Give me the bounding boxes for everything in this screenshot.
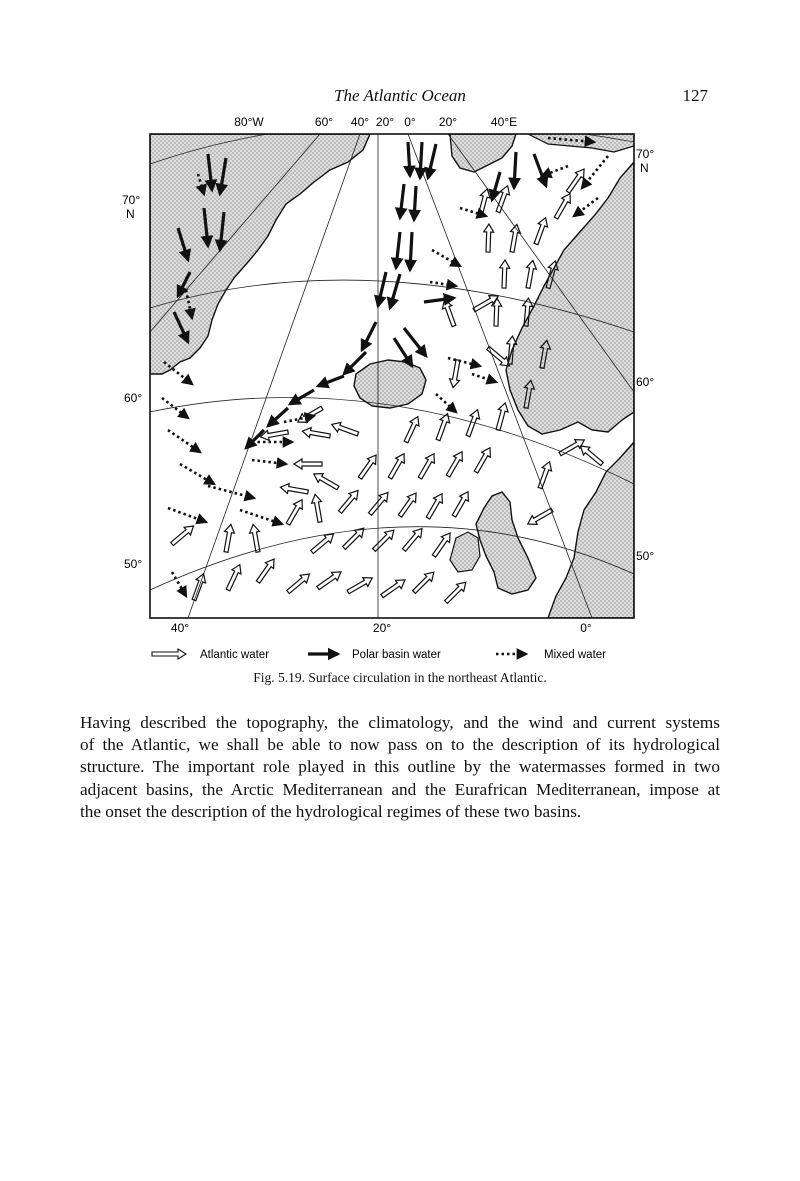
longitude-label-40e: 40°E [490, 115, 518, 129]
legend-polar-label: Polar basin water [352, 649, 441, 661]
longitude-label-60: 60° [314, 115, 334, 129]
legend-atlantic-swatch [152, 649, 186, 659]
running-title: The Atlantic Ocean [334, 86, 466, 105]
running-head [0, 86, 800, 110]
legend-atlantic-label: Atlantic water [200, 649, 270, 661]
longitude-label-20e: 20° [438, 115, 458, 129]
latitude-label-n-right: N [640, 161, 649, 175]
body-line: adjacent basins, the Arctic Mediterranean and the Eurafrican Mediterranean, impose at [80, 779, 720, 799]
figure-caption: Fig. 5.19. Surface circulation in the northeast Atlantic. [253, 670, 547, 685]
latitude-label-50-left: 50° [124, 557, 143, 571]
latitude-label-60-left: 60° [124, 391, 143, 405]
circulation-map [108, 112, 655, 672]
body-line: of the Atlantic, we shall be able to now pass on to the description of its hydrological [80, 735, 720, 755]
legend-mixed-label: Mixed water [544, 649, 606, 661]
longitude-label-20: 20° [375, 115, 395, 129]
body-paragraph [80, 712, 720, 823]
map-body [150, 122, 634, 618]
longitude-label-0: 0° [404, 115, 416, 129]
longitude-label-40: 40° [350, 115, 370, 129]
body-line: the onset the description of the hydrological regimes of these two basins. [80, 801, 582, 821]
page-number: 127 [682, 86, 708, 105]
body-line: Having described the topography, the climatology, and the wind and current systems [80, 713, 720, 732]
latitude-label-70-left: 70° [122, 193, 141, 207]
body-line: structure. The important role played in this outline by the watermasses formed in two [80, 757, 720, 777]
latitude-label-60-right: 60° [636, 375, 655, 389]
longitude-label-20-bottom: 20° [372, 621, 392, 635]
circulation-map-figure [108, 112, 655, 672]
legend [152, 649, 606, 661]
longitude-label-40-bottom: 40° [170, 621, 190, 635]
latitude-label-70-right: 70° [636, 147, 655, 161]
longitude-label-80w: 80°W [234, 115, 264, 129]
longitude-label-0-bottom: 0° [580, 621, 592, 635]
latitude-label-n-left: N [126, 207, 135, 221]
latitude-label-50-right: 50° [636, 549, 655, 563]
